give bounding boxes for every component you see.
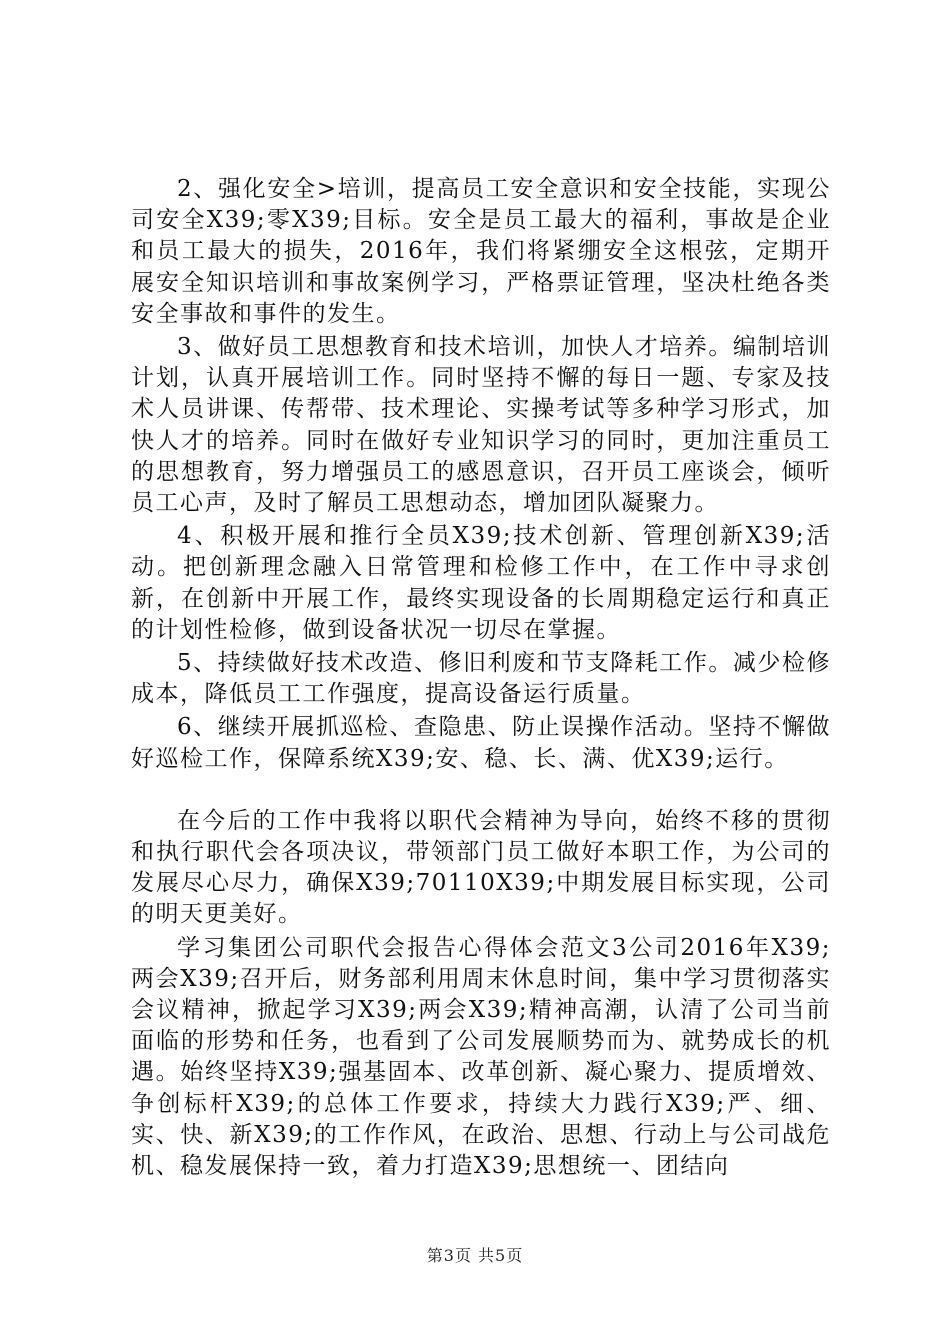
paragraph-conclusion: 在今后的工作中我将以职代会精神为导向，始终不移的贯彻和执行职代会各项决议，带领部门员工做好本职工作，为公司的发展尽心尽力，确保X39;70110X39;中期发展目标实现，公司的明天更美好。 [131,807,831,928]
page-number-footer: 第3页 共5页 [426,1246,524,1265]
paragraph-item-3: 3、做好员工思想教育和技术培训，加快人才培养。编制培训计划，认真开展培训工作。同时坚持不懈的每日一题、专家及技术人员讲课、传帮带、技术理论、实操考试等多种学习形式，加快人才的培养。同时在做好专业知识学习的同时，更加注重员工的思想教育，努力增强员工的感恩意识，召开员工座谈会，倾听员工心声，及时了解员工思想动态，增加团队凝聚力。 [131,334,831,517]
paragraph-item-5: 5、持续做好技术改造、修旧利废和节支降耗工作。减少检修成本，降低员工工作强度，提高设备运行质量。 [131,650,831,708]
paragraph-item-6: 6、继续开展抓巡检、查隐患、防止误操作活动。坚持不懈做好巡检工作，保障系统X39;安、稳、长、满、优X39;运行。 [131,714,831,772]
paragraph-item-2: 2、强化安全>培训，提高员工安全意识和安全技能，实现公司安全X39;零X39;目标。安全是员工最大的福利，事故是企业和员工最大的损失，2016年，我们将紧绷安全这根弦，定期开展安全知识培训和事故案例学习，严格票证管理，坚决杜绝各类安全事故和事件的发生。 [131,176,831,327]
paragraph-essay-3: 学习集团公司职代会报告心得体会范文3公司2016年X39;两会X39;召开后，财务部利用周末休息时间，集中学习贯彻落实会议精神，掀起学习X39;两会X39;精神高潮，认清了公司当前面临的形势和任务，也看到了公司发展顺势而为、就势成长的机遇。始终坚持X39;强基固本、改革创新、凝心聚力、提质增效、争创标杆X39;的总体工作要求，持续大力践行X39;严、细、实、快、新X39;的工作作风，在政治、思想、行动上与公司战危机、稳发展保持一致，着力打造X39;思想统一、团结向 [131,934,831,1180]
document-body [131,174,831,1182]
paragraph-item-4: 4、积极开展和推行全员X39;技术创新、管理创新X39;活动。把创新理念融入日常管理和检修工作中，在工作中寻求创新，在创新中开展工作，最终实现设备的长周期稳定运行和真正的计划性检修，做到设备状况一切尽在掌握。 [131,523,831,643]
